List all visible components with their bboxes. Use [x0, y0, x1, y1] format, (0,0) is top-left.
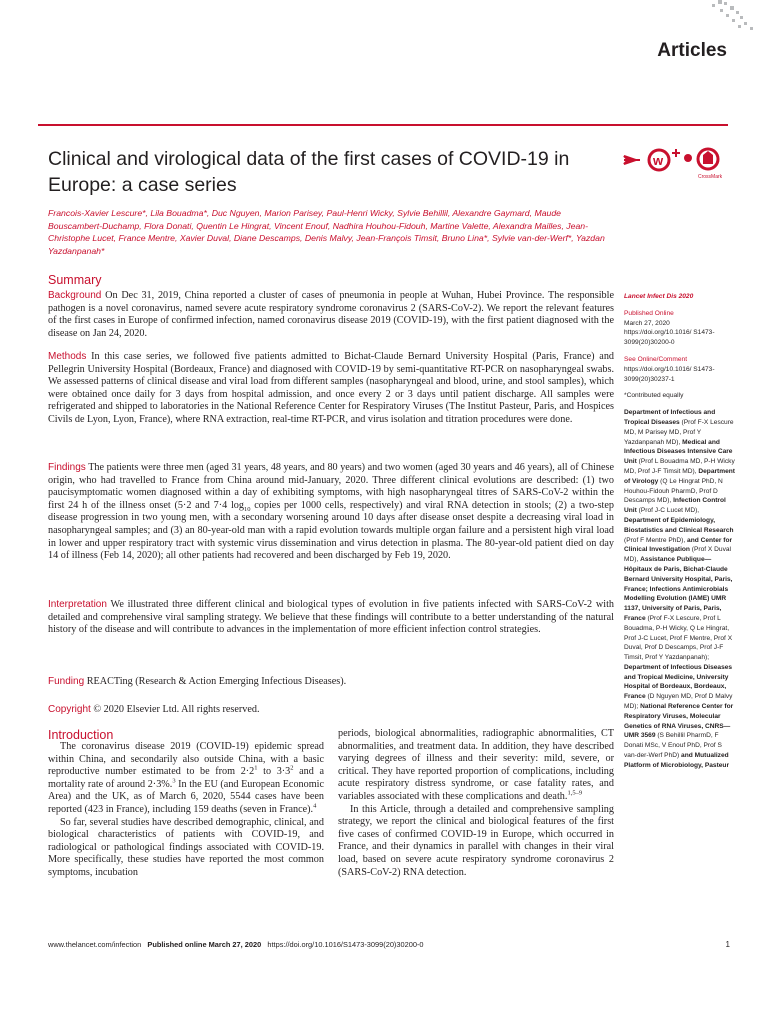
intro-paragraph-2-cont: periods, biological abnormalities, radiographic abnormalities, CT abnormalities, and treatment data. In addition, they have described varying degrees of illness and their severity: mild, severe, or critical. They have reported proportion of complications, including acute respiratory distress syndrome, or case fatality rates, and variables associated with these complications and death.$^{1,5-9}$	[338, 728, 614, 802]
article-title: Clinical and virological data of the first cases of COVID-19 in Europe: a case series	[48, 148, 570, 196]
affiliation-name: National Reference Center for Respiratory Viruses, Molecular Genetics of RNA Viruses, CNRS—UMR 3569	[624, 703, 734, 740]
published-date: March 27, 2020	[624, 319, 670, 327]
copyright-label: Copyright	[48, 704, 91, 715]
summary-findings	[48, 462, 614, 563]
article-sidebar	[624, 292, 736, 771]
summary-copyright	[48, 704, 614, 717]
summary-interpretation	[48, 599, 614, 637]
affiliation-members: (Prof X Duval MD),	[624, 546, 731, 564]
findings-text-a: The patients were three men (aged 31 years, 48 years, and 80 years) and two women (aged 30 years and 46 years), all of Chinese origin, who had travelled to France from China around mid-January, 2020. Three different clinical evolutions are described: (1) two paucisymptomatic women diagnosed within a day of exhibiting symptoms, with high nasopharyngeal titres of SARS-CoV-2 within the first 24 h of the illness onset (5·2 and 7·4 log	[48, 462, 614, 511]
section-label: Articles	[657, 40, 727, 61]
page-footer	[48, 940, 730, 949]
footer-published: Published online March 27, 2020	[147, 940, 262, 949]
methods-text: In this case series, we followed five patients admitted to Bichat-Claude Bernard University Hospital (Paris, France) and Pellegrin University Hospital (Bordeaux, France) and diagnosed with COVID-19 by semi-quantitative RT-PCR on nasopharyngeal swabs. We assessed patterns of clinical disease and viral load from different samples (nasopharyngeal and blood, urine, and stool samples), which were obtained once daily for 3 days from hospital admission, and once every 2 or 3 days until patient discharge. All samples were refrigerated and shipped to laboratories in the National Reference Center for Respiratory Viruses (The Institut Pasteur, Paris, and Hospices Civils de Lyon, Lyon, France), where RNA extraction, real-time RT-PCR, and virus isolation and titration procedures were done.	[48, 351, 615, 425]
affiliation-members: (D Nguyen MD, Prof D Malvy MD);	[624, 693, 733, 711]
intro-paragraph-1: The coronavirus disease 2019 (COVID-19) epidemic spread within China, and secondarily also outside China, with a basic reproductive number estimated to be from $2\cdot 2^1$ to $3\cdot 3^2$ and a mortality rate of around 2·3%.$^3$ In the EU (and European Economic Area) and the UK, as of March 6, 2020, 5544 cases have been reported (423 in France), including 159 deaths (seven in France).$^4$	[48, 741, 324, 815]
affiliation-name: and Mutualized Platform of Microbiology, Pasteur	[624, 752, 730, 769]
affiliation-members: (Prof F-X Lescure MD, M Parisey MD, Prof Y Yazdanpanah MD),	[624, 418, 734, 446]
summary-funding	[48, 676, 614, 689]
interpretation-label: Interpretation	[48, 599, 107, 610]
contributed-note: *Contributed equally	[624, 392, 684, 400]
findings-subscript: 10	[244, 505, 251, 513]
published-label: Published Online	[624, 309, 674, 317]
body-column-right	[338, 728, 614, 879]
summary-heading: Summary	[48, 273, 102, 287]
comment-doi-link[interactable]: https://doi.org/10.1016/ S1473-3099(20)30237-1	[624, 365, 715, 383]
funding-label: Funding	[48, 676, 85, 687]
introduction-heading: Introduction	[48, 728, 114, 742]
intro-paragraph-3: In this Article, through a detailed and comprehensive sampling strategy, we report the clinical and biological features of the first five cases of confirmed COVID-19 in Europe, which occurred in France, and their dynamics in parallel with changes in their viral load, based on severe acute respiratory syndrome coronavirus 2 (SARS-CoV-2) RNA detection.	[338, 803, 614, 878]
body-column-left	[48, 741, 324, 880]
interpretation-text: We illustrated three different clinical and biological types of evolution in five patients infected with SARS-CoV-2 with detailed and comprehensive viral sampling strategy. We believe that these findings will contribute to a better understanding of the natural history of the disease and will contribute to advances in the implementation of more efficient infection control strategies.	[48, 599, 614, 636]
affiliation-name: Department of Epidemiology, Biostatistics and Clinical Research	[624, 516, 734, 534]
svg-text:w: w	[653, 153, 664, 168]
findings-label: Findings	[48, 462, 86, 473]
affiliation-members: (Prof L Bouadma MD, P-H Wicky MD, Prof J-F Timsit MD),	[624, 458, 735, 475]
background-text: On Dec 31, 2019, China reported a cluster of cases of pneumonia in people at Wuhan, Hubei Province. The responsible pathogen is a novel coronavirus, named severe acute respiratory syndrome coronavirus 2 (SARS-CoV-2). We report the relevant features of the first cases in Europe of confirmed infection, named coronavirus disease 2019 (COVID-19), with the first patient diagnosed with the disease on Jan 24, 2020.	[48, 290, 614, 339]
background-label: Background	[48, 290, 102, 301]
affiliation-name: Department of Infectious Diseases and Tropical Medicine, University Hospital of Bordeaux, Bordeaux, France	[624, 663, 733, 701]
affiliation-members: (Prof J-C Lucet MD),	[636, 507, 700, 515]
article-doi-link[interactable]: https://doi.org/10.1016/ S1473-3099(20)30200-0	[624, 329, 715, 347]
affiliation-members: (Prof F-X Lescure, Prof L Bouadma, P-H Wicky, Q Le Hingrat, Prof J-C Lucet, Prof F Mentre, Prof X Duval, Prof D Descamps, Prof J-F Timsit, Prof Y Yazdanpanah);	[624, 614, 733, 662]
affiliation-name: Department of Virology	[624, 467, 735, 485]
journal-citation: Lancet Infect Dis 2020	[624, 293, 694, 300]
header-decoration	[0, 0, 768, 30]
summary-background	[48, 290, 614, 340]
summary-methods	[48, 351, 614, 427]
see-online-label: See Online/Comment	[624, 355, 688, 363]
affiliation-members: (Q Le Hingrat PhD, N Houhou-Fidouh PharmD, Prof D Descamps MD),	[624, 477, 723, 505]
header-rule	[38, 124, 728, 126]
affiliation-name: Department of Infectious and Tropical Diseases	[624, 409, 716, 426]
funding-text: REACTing (Research & Action Emerging Infectious Diseases).	[86, 676, 347, 687]
affiliation-name: and Center for Clinical Investigation	[624, 536, 733, 554]
affiliation-members: (S Behillil PharmD, F Donati MSc, V Enouf PhD, Prof S van-der-Werf PhD)	[624, 732, 722, 760]
crossmark-text: CrossMark	[698, 174, 722, 180]
findings-text-b: copies per 1000 cells, respectively) and viral RNA detection in stools; (2) a two-step disease progression in two young men, with a secondary worsening around 10 days after disease onset despite a decreasing viral load in nasopharyngeal samples; and (3) an 80-year-old man with a rapid evolution towards multiple organ failure and a persistent high viral load in lower and upper respiratory tract with systemic virus dissemination and virus detection in plasma. The 80-year-old patient died on day 14 of illness (Feb 14, 2020); all other patients had recovered and been discharged by Feb 19, 2020.	[48, 499, 614, 562]
footer-doi-link[interactable]: https://doi.org/10.1016/S1473-3099(20)30200-0	[267, 940, 424, 949]
crossmark-icon	[622, 146, 722, 180]
affiliations	[624, 408, 736, 770]
page-number: 1	[725, 940, 730, 949]
affiliation-name: Infection Control Unit	[624, 497, 726, 515]
copyright-text: © 2020 Elsevier Ltd. All rights reserved.	[93, 704, 260, 715]
affiliation-name: Assistance Publique—Hôpitaux de Paris, Bichat-Claude Bernard University Hospital, Paris, France; Infections Antimicrobials Modelling Evolution (IAME) UMR 1137, University of Paris, Paris, France	[624, 556, 733, 622]
intro-paragraph-2: So far, several studies have described demographic, clinical, and biological characteristics of patients with COVID-19, and radiological or pathological findings associated with COVID-19. More specifically, these studies have reported the most common symptoms, incubation	[48, 816, 324, 878]
affiliation-members: (Prof F Mentre PhD),	[624, 536, 688, 544]
footer-site-link[interactable]: www.thelancet.com/infection	[48, 940, 142, 949]
methods-label: Methods	[48, 351, 87, 362]
affiliation-name: Medical and Infectious Diseases Intensive Care Unit	[624, 438, 733, 466]
author-list: Francois-Xavier Lescure*, Lila Bouadma*, Duc Nguyen, Marion Parisey, Paul-Henri Wicky, Sylvie Behillil, Alexandre Gaymard, Maude Bouscambert-Duchamp, Flora Donati, Quentin Le Hingrat, Vincent Enouf, Nadhira Houhou-Fidouh, Martine Valette, Alexandra Mailles, Jean-Christophe Lucet, France Mentre, Xavier Duval, Diane Descamps, Denis Malvy, Jean-François Timsit, Bruno Lina*, Sylvie van-der-Werf*, Yazdan Yazdanpanah*	[48, 208, 605, 256]
crossmark-logo[interactable]	[622, 146, 722, 180]
